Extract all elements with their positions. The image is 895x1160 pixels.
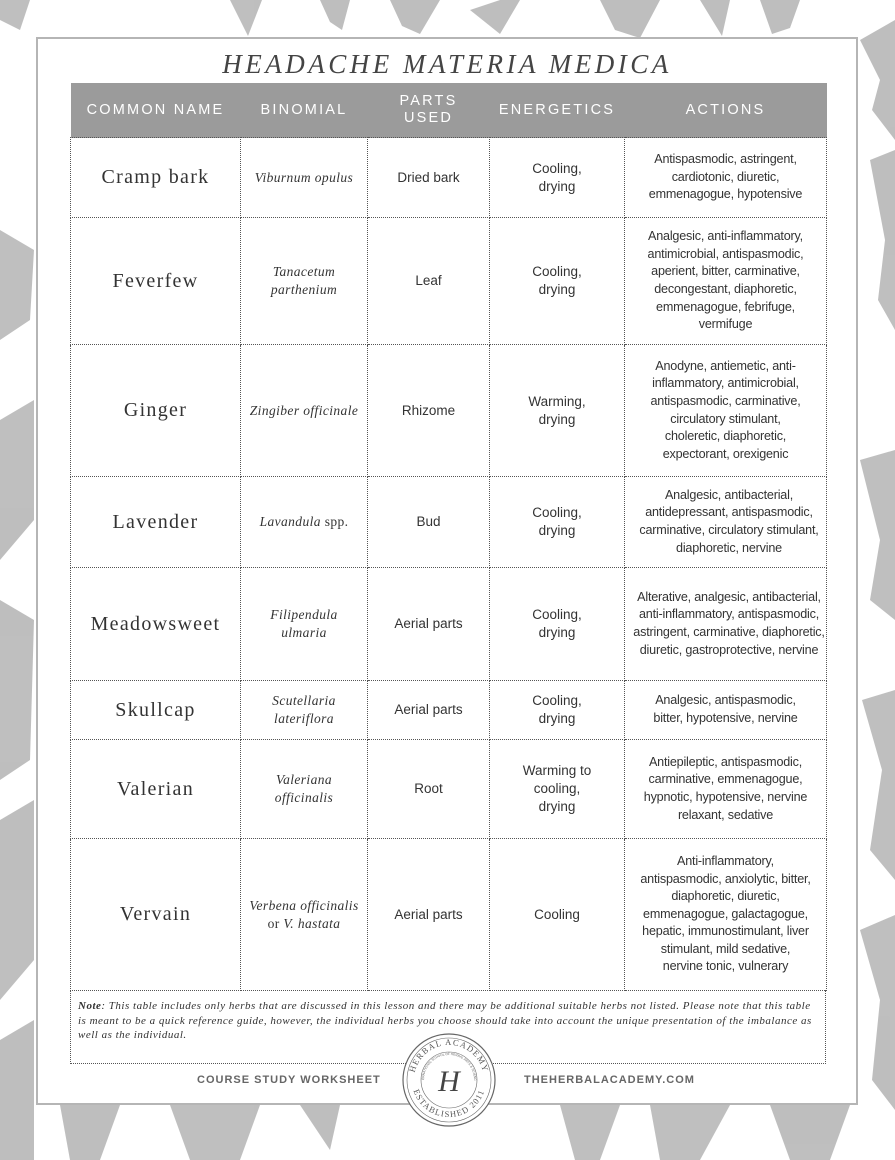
parts-used-cell: Rhizome: [368, 345, 490, 477]
note-text: : This table includes only herbs that are discussed in this lesson and there may be additional suitable herbs not listed. Please note that this table is meant to be a quick reference guide, however, the individual herbs you choose should take into account the unique presentation of the imbalance as well as the individual.: [78, 1000, 812, 1041]
svg-text:HERBAL ACADEMY: HERBAL ACADEMY: [406, 1036, 492, 1074]
materia-medica-table: [70, 83, 827, 991]
table-row: [71, 345, 827, 477]
herbal-academy-seal-logo: [402, 1033, 496, 1127]
table-header-row: [71, 83, 827, 138]
actions-text: Antispasmodic, astringent, cardiotonic, diuretic, emmenagogue, hypotensive: [648, 152, 803, 202]
common-name-cell: Vervain: [71, 839, 241, 991]
parts-used-cell: Leaf: [368, 218, 490, 345]
common-name-cell: Feverfew: [71, 218, 241, 345]
page-title: HEADACHE MATERIA MEDICA: [222, 49, 672, 79]
energetics-cell: [490, 218, 625, 345]
energetics-cell: [490, 839, 625, 991]
svg-text:ESTABLISHED 2011: ESTABLISHED 2011: [411, 1087, 487, 1120]
binomial-name: Viburnum opulus: [254, 169, 354, 185]
actions-text: Antiepileptic, antispasmodic, carminative, emmenagogue, hypnotic, hypotensive, nervine relaxant, sedative: [643, 754, 808, 822]
parts-used-cell: Aerial parts: [368, 568, 490, 681]
parts-used-cell: Root: [368, 740, 490, 839]
binomial-cell: [241, 345, 368, 477]
energetics-cell: [490, 138, 625, 218]
binomial-cell: [241, 568, 368, 681]
common-name-cell: Skullcap: [71, 681, 241, 740]
svg-text:INTERNATIONAL SCHOOL OF HERBAL: ERNATIONAL SCHOOL OF HERBAL ARTS & SCIENC: [420, 1052, 478, 1081]
binomial-name: Verbena officinalis: [249, 897, 359, 913]
energetics-cell: [490, 568, 625, 681]
table-row: [71, 138, 827, 218]
actions-text: Analgesic, antispasmodic, bitter, hypotensive, nervine: [653, 693, 798, 725]
energetics-cell: [490, 345, 625, 477]
energetics-text: Warming, drying: [528, 393, 586, 427]
energetics-text: Cooling, drying: [532, 607, 582, 640]
actions-text: Anti-inflammatory, antispasmodic, anxiolytic, bitter, diaphoretic, diuretic, emmenagogue, galactagogue, hepatic, immunostimulant, liver stimulant, mild sedative, nervine tonic, vulnerary: [640, 853, 811, 974]
parts-used-cell: Bud: [368, 477, 490, 568]
energetics-text: Cooling, drying: [532, 160, 582, 194]
actions-cell: [625, 681, 827, 740]
binomial-name: Scutellaria lateriflora: [272, 693, 336, 726]
footer-worksheet-label: COURSE STUDY WORKSHEET: [197, 1074, 381, 1086]
common-name-cell: Lavender: [71, 477, 241, 568]
actions-cell: [625, 218, 827, 345]
energetics-text: Warming to cooling, drying: [522, 763, 592, 814]
energetics-cell: [490, 477, 625, 568]
table-row: [71, 839, 827, 991]
binomial-suffix: spp.: [324, 514, 349, 529]
binomial-cell: [241, 740, 368, 839]
actions-text: Alterative, analgesic, antibacterial, anti-inflammatory, antispasmodic, astringent, carminative, diaphoretic, diuretic, gastroprotective, nervine: [633, 589, 825, 657]
common-name-cell: Ginger: [71, 345, 241, 477]
table-row: [71, 681, 827, 740]
table-row: [71, 568, 827, 681]
binomial-name: Tanacetum parthenium: [270, 264, 338, 297]
energetics-cell: [490, 681, 625, 740]
actions-cell: [625, 138, 827, 218]
column-header-binomial: BINOMIAL: [241, 83, 368, 138]
actions-text: Analgesic, anti-inflammatory, antimicrobial, antispasmodic, aperient, bitter, carminative, decongestant, diaphoretic, emmenagogue, febrifuge, vermifuge: [647, 229, 804, 332]
energetics-text: Cooling, drying: [532, 264, 582, 297]
binomial-conjunction: or: [267, 915, 280, 931]
binomial-name: Zingiber officinale: [249, 402, 359, 418]
footer-website[interactable]: THEHERBALACADEMY.COM: [524, 1074, 695, 1086]
common-name-cell: Meadowsweet: [71, 568, 241, 681]
table-row: [71, 477, 827, 568]
binomial-name: Filipendula ulmaria: [270, 607, 338, 640]
parts-used-cell: Aerial parts: [368, 681, 490, 740]
actions-cell: [625, 568, 827, 681]
energetics-text: Cooling, drying: [532, 505, 582, 538]
binomial-cell: [241, 477, 368, 568]
binomial-cell: [241, 138, 368, 218]
worksheet-card: [36, 37, 858, 1120]
actions-cell: [625, 740, 827, 839]
common-name-cell: Valerian: [71, 740, 241, 839]
table-row: [71, 218, 827, 345]
binomial-cell: [241, 218, 368, 345]
common-name-cell: Cramp bark: [71, 138, 241, 218]
column-header-actions: ACTIONS: [625, 83, 827, 138]
table-row: [71, 740, 827, 839]
svg-text:H: H: [438, 1065, 460, 1098]
actions-cell: [625, 477, 827, 568]
parts-used-cell: Aerial parts: [368, 839, 490, 991]
column-header-energetics: ENERGETICS: [490, 83, 625, 138]
binomial-alt-name: V. hastata: [283, 915, 341, 931]
energetics-cell: [490, 740, 625, 839]
column-header-common-name: COMMON NAME: [71, 83, 241, 138]
actions-cell: [625, 345, 827, 477]
actions-cell: [625, 839, 827, 991]
binomial-name: Valeriana officinalis: [274, 772, 334, 805]
note-label: Note: [78, 1000, 102, 1012]
energetics-text: Cooling: [534, 906, 580, 922]
actions-text: Anodyne, antiemetic, anti-inflammatory, antimicrobial, antispasmodic, carminative, circulatory stimulant, choleretic, diaphoretic, expectorant, orexigenic: [650, 358, 801, 461]
binomial-cell: [241, 681, 368, 740]
energetics-text: Cooling, drying: [532, 693, 582, 726]
binomial-name: Lavandula: [259, 514, 321, 529]
actions-text: Analgesic, antibacterial, antidepressant, antispasmodic, carminative, circulatory stimulant, diaphoretic, nervine: [639, 487, 819, 555]
binomial-cell: [241, 839, 368, 991]
parts-used-cell: Dried bark: [368, 138, 490, 218]
column-header-parts-used: PARTS USED: [368, 83, 490, 138]
